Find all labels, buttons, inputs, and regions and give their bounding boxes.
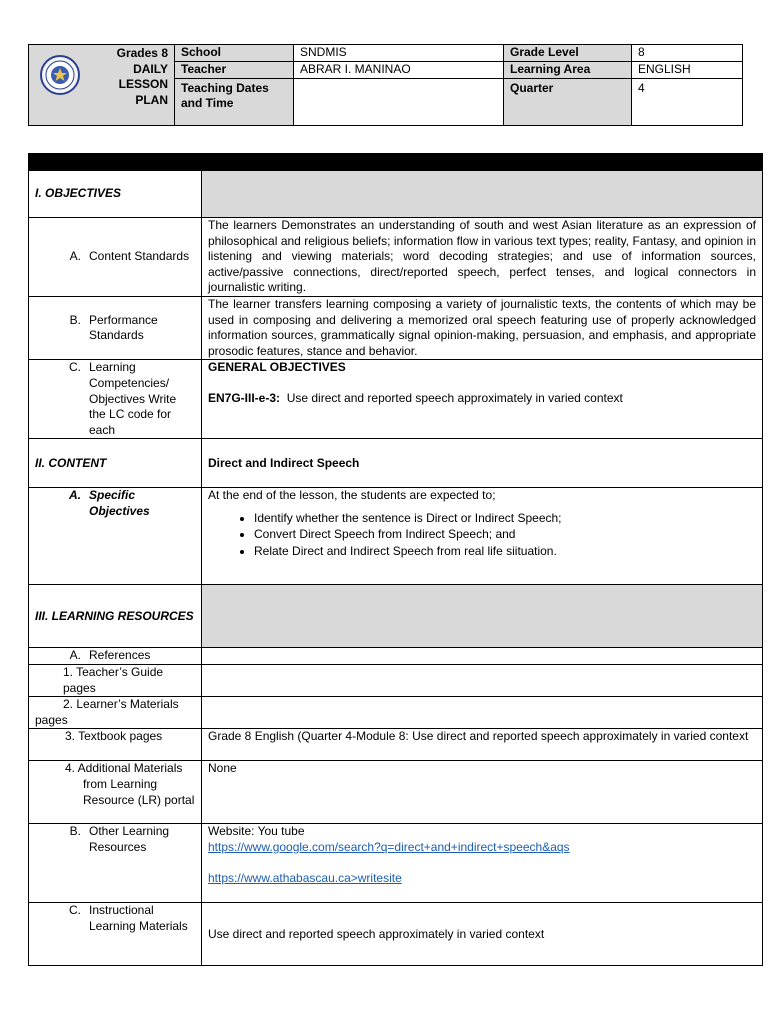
learning-area-label: Learning Area <box>504 62 632 79</box>
item-number: A. <box>69 648 81 663</box>
item-number: C. <box>69 903 81 918</box>
quarter-label: Quarter <box>504 79 632 126</box>
google-link[interactable]: https://www.google.com/search?q=direct+and+indirect+speech&aqs <box>208 839 570 854</box>
grade-level-value: 8 <box>632 45 743 62</box>
instructional-materials-label-cell <box>29 903 202 966</box>
resources-heading: III. LEARNING RESOURCES <box>29 585 202 648</box>
learning-area-value: ENGLISH <box>632 62 743 79</box>
lc-code: EN7G-III-e-3: <box>208 390 281 405</box>
deped-seal-icon <box>40 55 80 95</box>
list-item: • Identify whether the sentence is Direct or Indirect Speech; <box>254 510 756 527</box>
other-resources-label-cell <box>29 824 202 903</box>
dates-value <box>294 79 504 126</box>
textbook-label: 3. Textbook pages <box>29 729 202 761</box>
competencies-cell <box>202 360 763 439</box>
item-number: B. <box>69 312 81 327</box>
other-resources-cell <box>202 824 763 903</box>
dates-label: Teaching Dates and Time <box>175 79 294 126</box>
specific-objectives-intro: At the end of the lesson, the students are expected to; <box>208 488 496 503</box>
specific-objectives-cell <box>202 488 763 585</box>
content-heading: II. CONTENT <box>29 439 202 488</box>
performance-standards-label: Performance Standards <box>89 312 158 343</box>
header-table <box>28 44 743 126</box>
header-logo-cell <box>29 45 175 126</box>
additional-materials-value: None <box>202 761 763 824</box>
item-number: A. <box>69 488 81 503</box>
teachers-guide-label: 1. Teacher’s Guide pages <box>29 664 202 696</box>
specific-objectives-label-cell <box>29 488 202 585</box>
grade-level-label: Grade Level <box>504 45 632 62</box>
references-value <box>202 648 763 665</box>
general-objectives-heading: GENERAL OBJECTIVES <box>208 360 346 375</box>
textbook-value: Grade 8 English (Quarter 4-Module 8: Use direct and reported speech approximately in varied context <box>202 729 763 761</box>
content-standards-label: Content Standards <box>89 249 190 264</box>
specific-objectives-label: Specific Objectives <box>89 488 150 518</box>
lc-code-line <box>208 391 756 407</box>
black-header-bar <box>29 154 763 171</box>
performance-standards-label-cell <box>29 297 202 360</box>
competencies-label: Learning Competencies/ Objectives Write the LC code for each <box>89 360 177 437</box>
references-label-cell <box>29 648 202 665</box>
learners-materials-label: 2. Learner’s Materials pages <box>29 697 202 729</box>
quarter-value: 4 <box>632 79 743 126</box>
instructional-materials-label: Instructional Learning Materials <box>89 903 188 933</box>
resources-heading-fill <box>202 585 763 648</box>
school-value: SNDMIS <box>294 45 504 62</box>
specific-objectives-list <box>208 510 756 560</box>
school-label: School <box>175 45 294 62</box>
performance-standards-text: The learner transfers learning composing a variety of journalistic texts, the contents of which may be used in composing and delivering a memorized oral speech featuring use of properly acknowledged information sources, grammatically signal opinion-making, persuasion, and emphasis, and appropriate prosodic features, stance and behavior. <box>202 297 763 360</box>
item-number: A. <box>69 249 81 264</box>
lesson-plan-title <box>117 46 168 108</box>
teachers-guide-value <box>202 664 763 696</box>
teacher-label: Teacher <box>175 62 294 79</box>
item-number: B. <box>69 824 81 839</box>
objectives-heading: I. OBJECTIVES <box>29 171 202 218</box>
objectives-heading-fill <box>202 171 763 218</box>
athabascau-link[interactable]: https://www.athabascau.ca>writesite <box>208 870 402 885</box>
other-resources-label: Other Learning Resources <box>89 824 170 854</box>
competencies-label-cell <box>29 360 202 439</box>
lesson-plan-table <box>28 153 763 966</box>
content-standards-text: The learners Demonstrates an understanding of south and west Asian literature as an expression of philosophical and religious beliefs; information flow in various text types; reality, Fantasy, and opinion in listening and viewing materials; word decoding strategies; and use of information sources, active/passive connections, direct/reported speech, perfect tenses, and logical connectors in journalistic writing. <box>202 218 763 297</box>
title-line-3: LESSON <box>118 77 168 91</box>
lc-text: Use direct and reported speech approximately in varied context <box>286 390 623 405</box>
learners-materials-value <box>202 697 763 729</box>
additional-materials-label: 4. Additional Materials from Learning Resource (LR) portal <box>29 761 202 824</box>
title-line-2: DAILY <box>133 61 168 76</box>
instructional-materials-value: Use direct and reported speech approximately in varied context <box>202 903 763 966</box>
references-label: References <box>89 648 151 663</box>
list-item: • Relate Direct and Indirect Speech from real life siituation. <box>254 543 756 560</box>
title-line-1: Grades 8 <box>116 46 168 60</box>
list-item: • Convert Direct Speech from Indirect Speech; and <box>254 526 756 543</box>
teacher-value: ABRAR I. MANINAO <box>294 62 504 79</box>
content-standards-label-cell <box>29 218 202 297</box>
content-value: Direct and Indirect Speech <box>202 439 763 488</box>
title-line-4: PLAN <box>135 92 168 107</box>
item-number: C. <box>69 360 81 375</box>
website-label: Website: You tube <box>208 824 305 839</box>
